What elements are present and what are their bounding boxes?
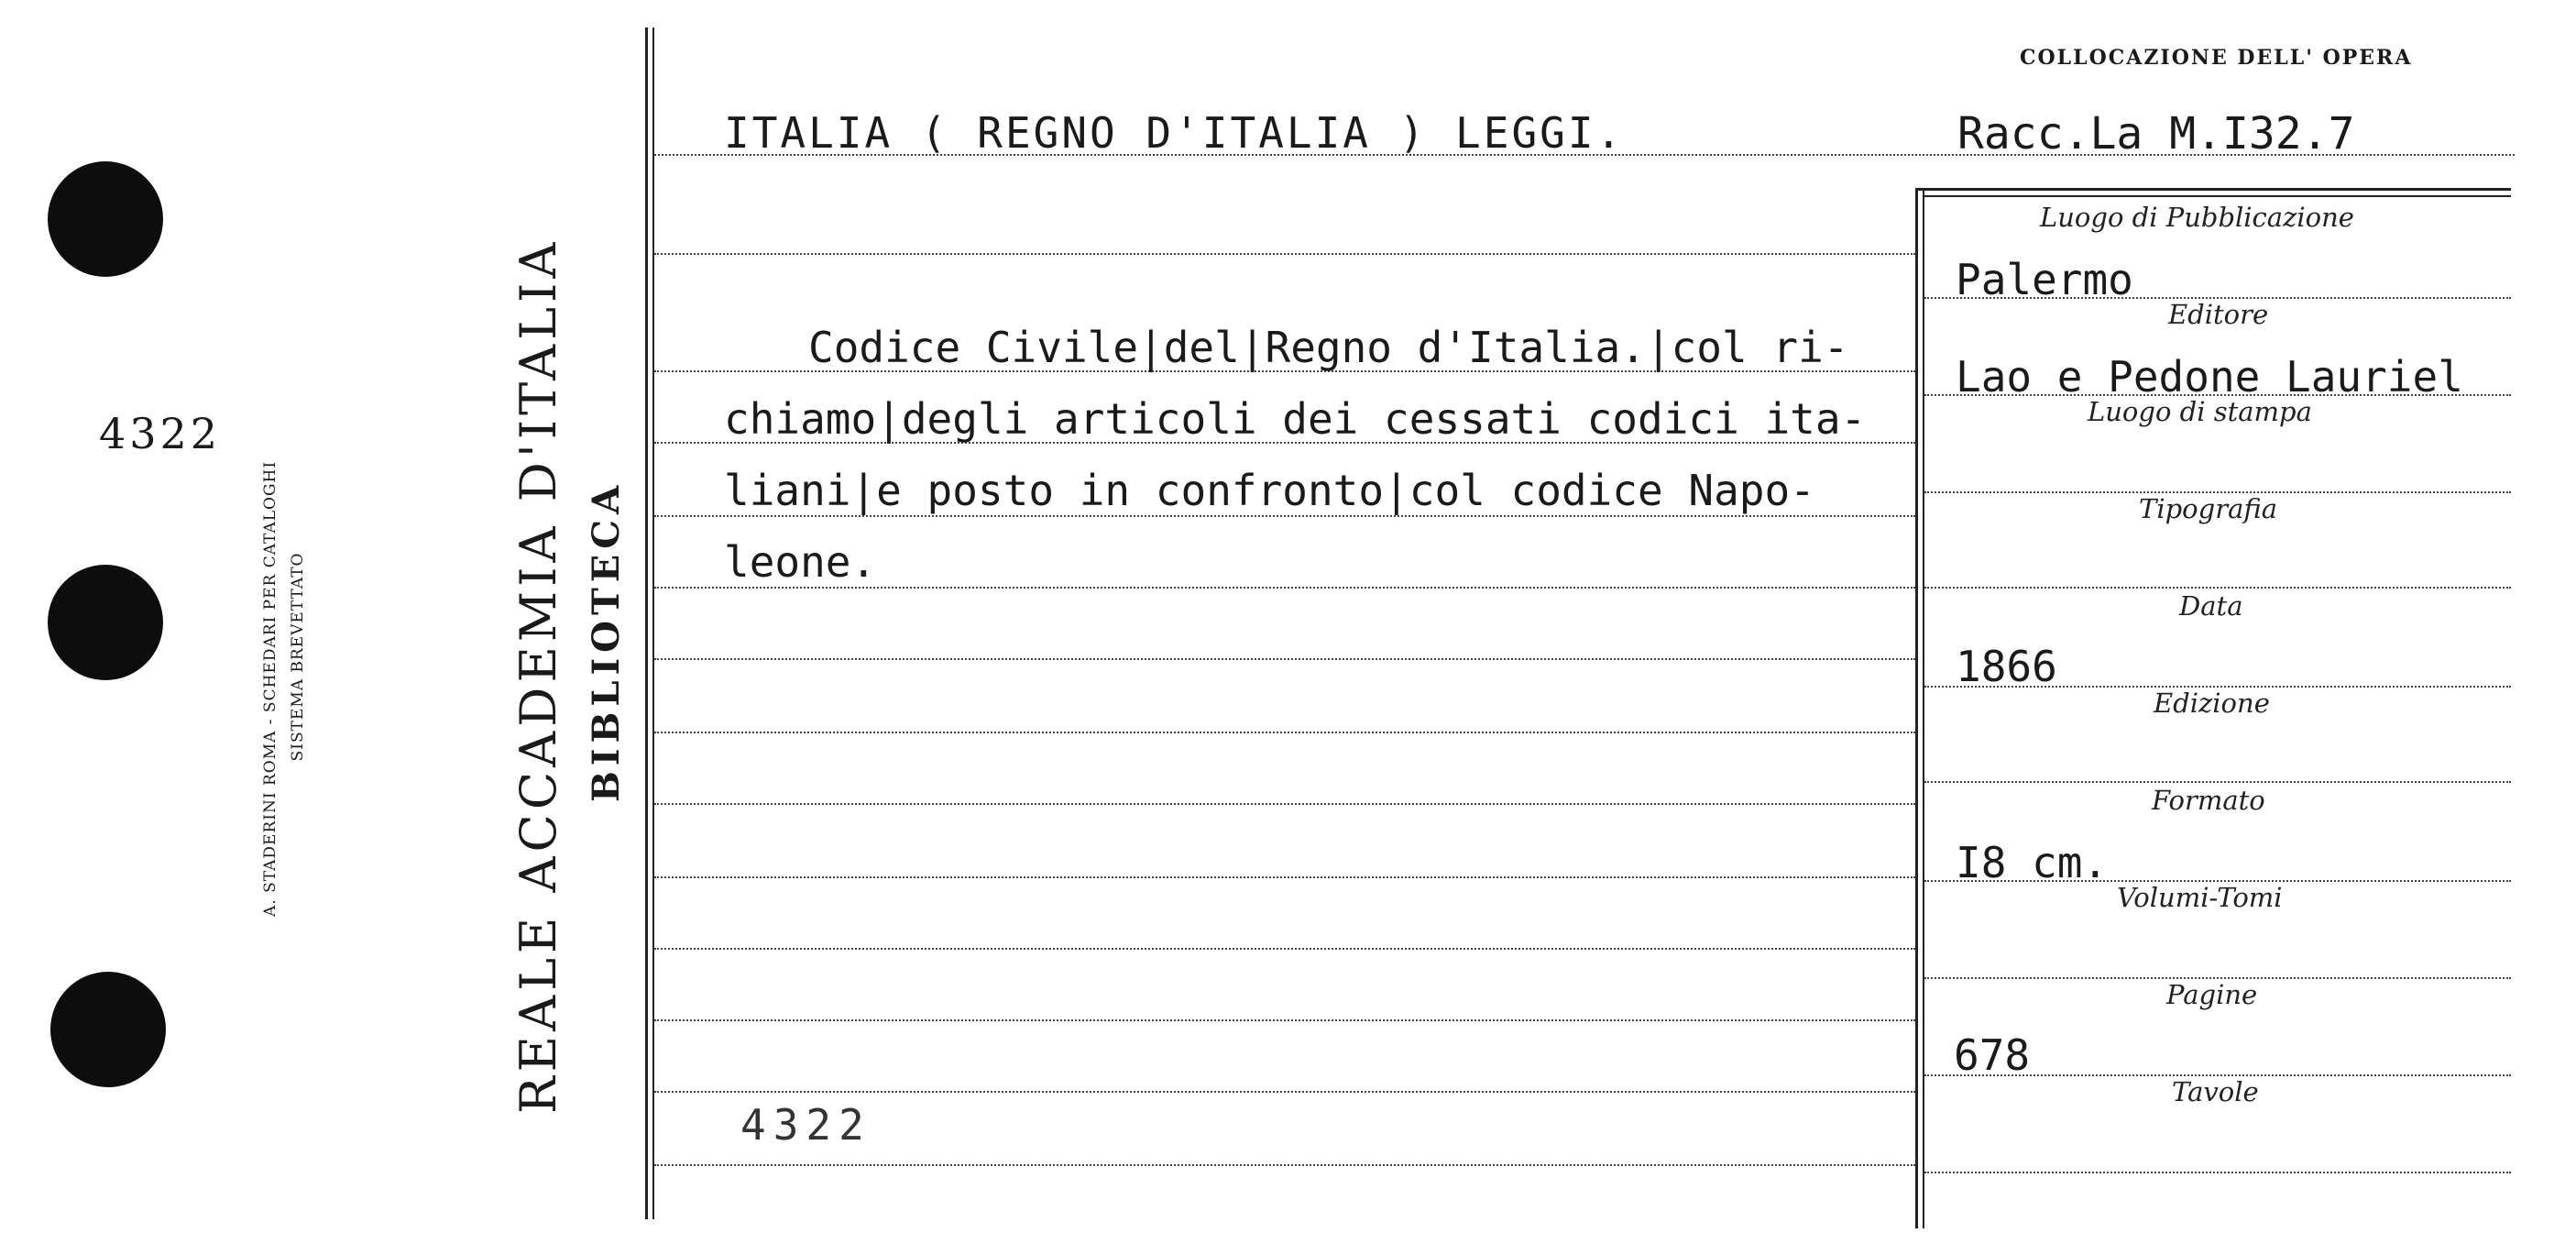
title-line-4: leone. xyxy=(724,537,877,587)
label-tipografia: Tipografia xyxy=(2139,493,2277,524)
value-formato: I8 cm. xyxy=(1956,838,2109,887)
label-data: Data xyxy=(2179,590,2243,622)
value-pagine: 678 xyxy=(1954,1030,2031,1080)
field-rule xyxy=(1924,587,2511,589)
title-line-2: chiamo|degli articoli dei cessati codici ita- xyxy=(724,394,1867,444)
collocation-label: COLLOCAZIONE DELL' OPERA xyxy=(2020,46,2413,70)
field-rule xyxy=(1924,781,2511,783)
label-tavole: Tavole xyxy=(2172,1076,2259,1107)
punch-hole-bottom xyxy=(50,972,166,1087)
right-column-rule xyxy=(1915,188,1918,1228)
printer-imprint xyxy=(257,461,312,917)
title-line-1: Codice Civile|del|Regno d'Italia.|col ri- xyxy=(808,323,1849,372)
punch-hole-top xyxy=(48,161,163,277)
rule-line xyxy=(654,1164,1915,1166)
accession-number: 4322 xyxy=(740,1100,871,1150)
rule-line xyxy=(654,803,1915,805)
rule-line xyxy=(654,658,1915,660)
label-volumi-tomi: Volumi-Tomi xyxy=(2117,882,2283,913)
right-column-top-rule xyxy=(1915,188,2511,191)
rule-line xyxy=(654,1019,1915,1021)
value-data: 1866 xyxy=(1956,642,2057,691)
right-column-rule-inner xyxy=(1923,188,1924,1228)
rule-line xyxy=(654,515,1915,517)
rule-line xyxy=(654,876,1915,878)
rule-line xyxy=(654,253,1915,255)
value-luogo-pubblicazione: Palermo xyxy=(1956,255,2133,304)
value-editore: Lao e Pedone Lauriel xyxy=(1956,352,2463,402)
left-margin-rule-inner xyxy=(652,28,654,1219)
label-formato: Formato xyxy=(2152,785,2265,816)
title-line-3: liani|e posto in confronto|col codice Napo- xyxy=(724,466,1815,515)
rule-line xyxy=(654,1091,1915,1093)
printer-line-1: A. STADERINI ROMA - SCHEDARI PER CATALOGHI xyxy=(261,460,280,917)
rule-line xyxy=(654,732,1915,733)
label-luogo-stampa: Luogo di stampa xyxy=(2088,396,2312,427)
library-name: BIBLIOTECA xyxy=(585,479,628,802)
academy-name: REALE ACCADEMIA D'ITALIA xyxy=(510,237,567,1114)
rule-line xyxy=(654,587,1915,589)
label-editore: Editore xyxy=(2168,299,2269,330)
right-column-top-rule-inner xyxy=(1923,195,2511,197)
subject-heading: ITALIA ( REGNO D'ITALIA ) LEGGI. xyxy=(724,108,1625,158)
field-rule xyxy=(1924,1172,2511,1173)
printer-line-2: SISTEMA BREVETTATO xyxy=(289,552,307,762)
label-luogo-pubblicazione: Luogo di Pubblicazione xyxy=(2040,202,2354,233)
shelfmark: Racc.La M.I32.7 xyxy=(1957,108,2355,160)
label-pagine: Pagine xyxy=(2166,979,2258,1010)
side-number: 4322 xyxy=(99,409,222,458)
punch-hole-middle xyxy=(48,565,163,680)
left-margin-rule xyxy=(645,28,648,1219)
rule-line xyxy=(654,948,1915,950)
label-edizione: Edizione xyxy=(2154,688,2270,719)
